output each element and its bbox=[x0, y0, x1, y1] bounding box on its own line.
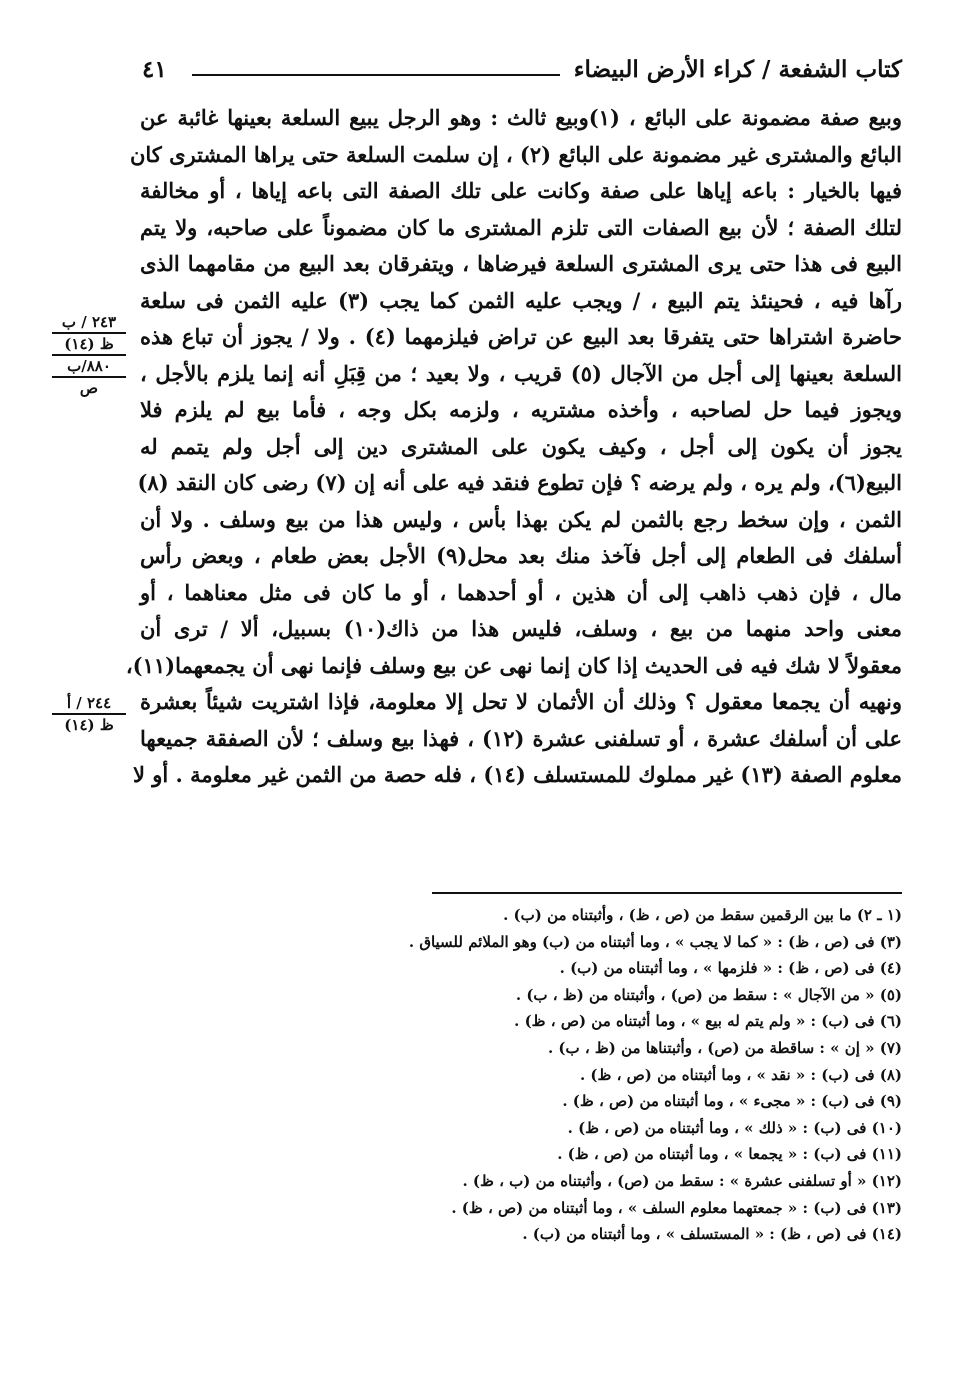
margin-note-line: ظ (١٤) bbox=[52, 334, 126, 356]
text-line: معلوم الصفة (١٣) غير مملوك للمستسلف (١٤) ، فله حصة من الثمن غير معلومة . أو لا bbox=[132, 762, 902, 787]
text-line: البيع(٦)، ولم يره ، ولم يرضه ؟ فإن تطوع فنقد فيه على أنه إن (٧) رضى كان النقد (٨) bbox=[137, 470, 902, 495]
footnote: (٣) فى (ص ، ظ) : « كما لا يجب » ، وما أثبتناه من (ب) وهو الملائم للسياق . bbox=[408, 932, 902, 951]
text-line: لتلك الصفة ؛ لأن بيع الصفات التى تلزم المشترى ما كان مضموناً على صاحبه، ولا يتم bbox=[140, 214, 902, 240]
footnote: (١١) فى (ب) : « يجمعا » ، وما أثبتناه من (ص ، ظ) . bbox=[557, 1145, 902, 1164]
text-line: ويجوز فيما حل لصاحبه ، وأخذه مشتريه ، ولزمه بكل وجه ، فأما بيع لم يلزم فلا bbox=[140, 397, 902, 422]
text-line: وبيع صفة مضمونة على البائع ، (١)وبيع ثالث : وهو الرجل يبيع السلعة بعينها غائبة عن bbox=[140, 105, 902, 130]
footnote: (١٤) فى (ص ، ظ) : « المستسلف » ، وما أثبتناه من (ب) . bbox=[522, 1225, 902, 1244]
text-line: معقولاً لا شك فيه فى الحديث إذا كان إنما نهى عن بيع وسلف فإنما نهى أن يجمعهما(١١)، bbox=[125, 652, 902, 678]
footnote: (٥) « من الآجال » : سقط من (ص) ، وأثبتناه من (ظ ، ب) . bbox=[515, 985, 902, 1004]
footnote: (١٣) فى (ب) : « جمعتهما معلوم السلف » ، وما أثبتناه من (ص ، ظ) . bbox=[451, 1198, 902, 1217]
footnote: (١٢) « أو تسلفنى عشرة » : سقط من (ص) ، وأثبتناه من (ب ، ظ) . bbox=[462, 1171, 902, 1190]
text-line: الثمن ، وإن سخط رجع بالثمن لم يكن بهذا بأس ، وليس هذا من بيع وسلف . ولا أن bbox=[140, 506, 902, 532]
footnote: (٤) فى (ص ، ظ) : « فلزمها » ، وما أثبتناه من (ب) . bbox=[559, 959, 902, 978]
text-line: يجوز أن يكون إلى أجل ، وكيف يكون على المشترى دين إلى أجل ولم يتمم له bbox=[140, 433, 902, 459]
footnote: (٧) « إن » : ساقطة من (ص) ، وأثبتناها من (ظ ، ب) . bbox=[547, 1038, 902, 1057]
margin-note-line: ٨٨٠/ب bbox=[52, 356, 126, 378]
footnote: (١ ـ ٢) ما بين الرقمين سقط من (ص ، ظ) ، وأثبتناه من (ب) . bbox=[503, 906, 902, 924]
text-line: السلعة بعينها إلى أجل من الآجال (٥) قريب ، ولا بعيد ؛ من قِبَلِ أنه إنما يلزم بالأجل ، bbox=[140, 360, 902, 386]
footnote: (٩) فى (ب) : « مجىء » ، وما أثبتناه من (ص ، ظ) . bbox=[562, 1092, 902, 1111]
margin-note-line: ٢٤٤ / أ bbox=[52, 693, 126, 715]
text-line: معنى واحد منهما من بيع ، وسلف، فليس هذا من ذاك(١٠) بسبيل، ألا / ترى أن bbox=[140, 616, 903, 641]
margin-note-manuscript-folio bbox=[52, 312, 126, 398]
header-rule bbox=[192, 74, 560, 76]
margin-note-line: ظ (١٤) bbox=[64, 716, 114, 734]
margin-note-manuscript-folio bbox=[52, 693, 126, 735]
footnotes bbox=[142, 902, 902, 1248]
footnote: (٨) فى (ب) : « نقد » ، وما أثبتناه من (ص ، ظ) . bbox=[579, 1065, 902, 1084]
margin-note-line: ٢٤٣ / ب bbox=[52, 312, 126, 334]
running-header bbox=[142, 52, 902, 92]
footnote: (٦) فى (ب) : « ولم يتم له بيع » ، وما أثبتناه من (ص ، ظ) . bbox=[514, 1012, 902, 1031]
text-line: البائع والمشترى غير مضمونة على البائع (٢) ، إن سلمت السلعة حتى يراها المشترى كان bbox=[129, 141, 902, 167]
text-line: مال ، فإن ذهب ذاهب إلى أن هذين ، أو أحدهما ، أو ما كان فى مثل معناهما ، أو bbox=[140, 579, 902, 605]
text-line: رآها فيه ، فحينئذ يتم البيع ، / ويجب عليه الثمن كما يجب (٣) عليه الثمن فى سلعة bbox=[140, 287, 903, 313]
text-line: على أن أسلفك عشرة ، أو تسلفنى عشرة (١٢) ، فهذا بيع وسلف ؛ لأن الصفقة جميعها bbox=[140, 725, 902, 751]
main-text bbox=[125, 100, 903, 794]
text-line: أسلفك فى الطعام إلى أجل فآخذ منك بعد محل(٩) الأجل بعض طعام ، وبعض رأس bbox=[140, 543, 902, 568]
text-line: ونهيه أن يجمعا معقول ؟ وذلك أن الأثمان لا تحل إلا معلومة، فإذا اشتريت شيئاً بعشرة bbox=[140, 689, 902, 714]
text-line: حاضرة اشتراها حتى يتفرقا بعد البيع عن تراض فيلزمهما (٤) . ولا / يجوز أن تباع هذه bbox=[140, 324, 902, 349]
page-number: ٤١ bbox=[142, 56, 167, 83]
running-title: كتاب الشفعة / كراء الأرض البيضاء bbox=[573, 56, 902, 83]
text-line: فيها بالخيار : باعه إياها على صفة وكانت على تلك الصفة التى باعه إياها ، أو مخالفة bbox=[140, 178, 902, 203]
margin-note-line: ص bbox=[79, 379, 99, 397]
footnote-separator bbox=[432, 892, 902, 894]
footnote: (١٠) فى (ب) : « ذلك » ، وما أثبتناه من (ص ، ظ) . bbox=[567, 1118, 902, 1137]
text-line: البيع فى هذا حتى يرى المشترى السلعة فيرضاها ، ويتفرقان بعد البيع من مقامهما الذى bbox=[140, 251, 902, 276]
